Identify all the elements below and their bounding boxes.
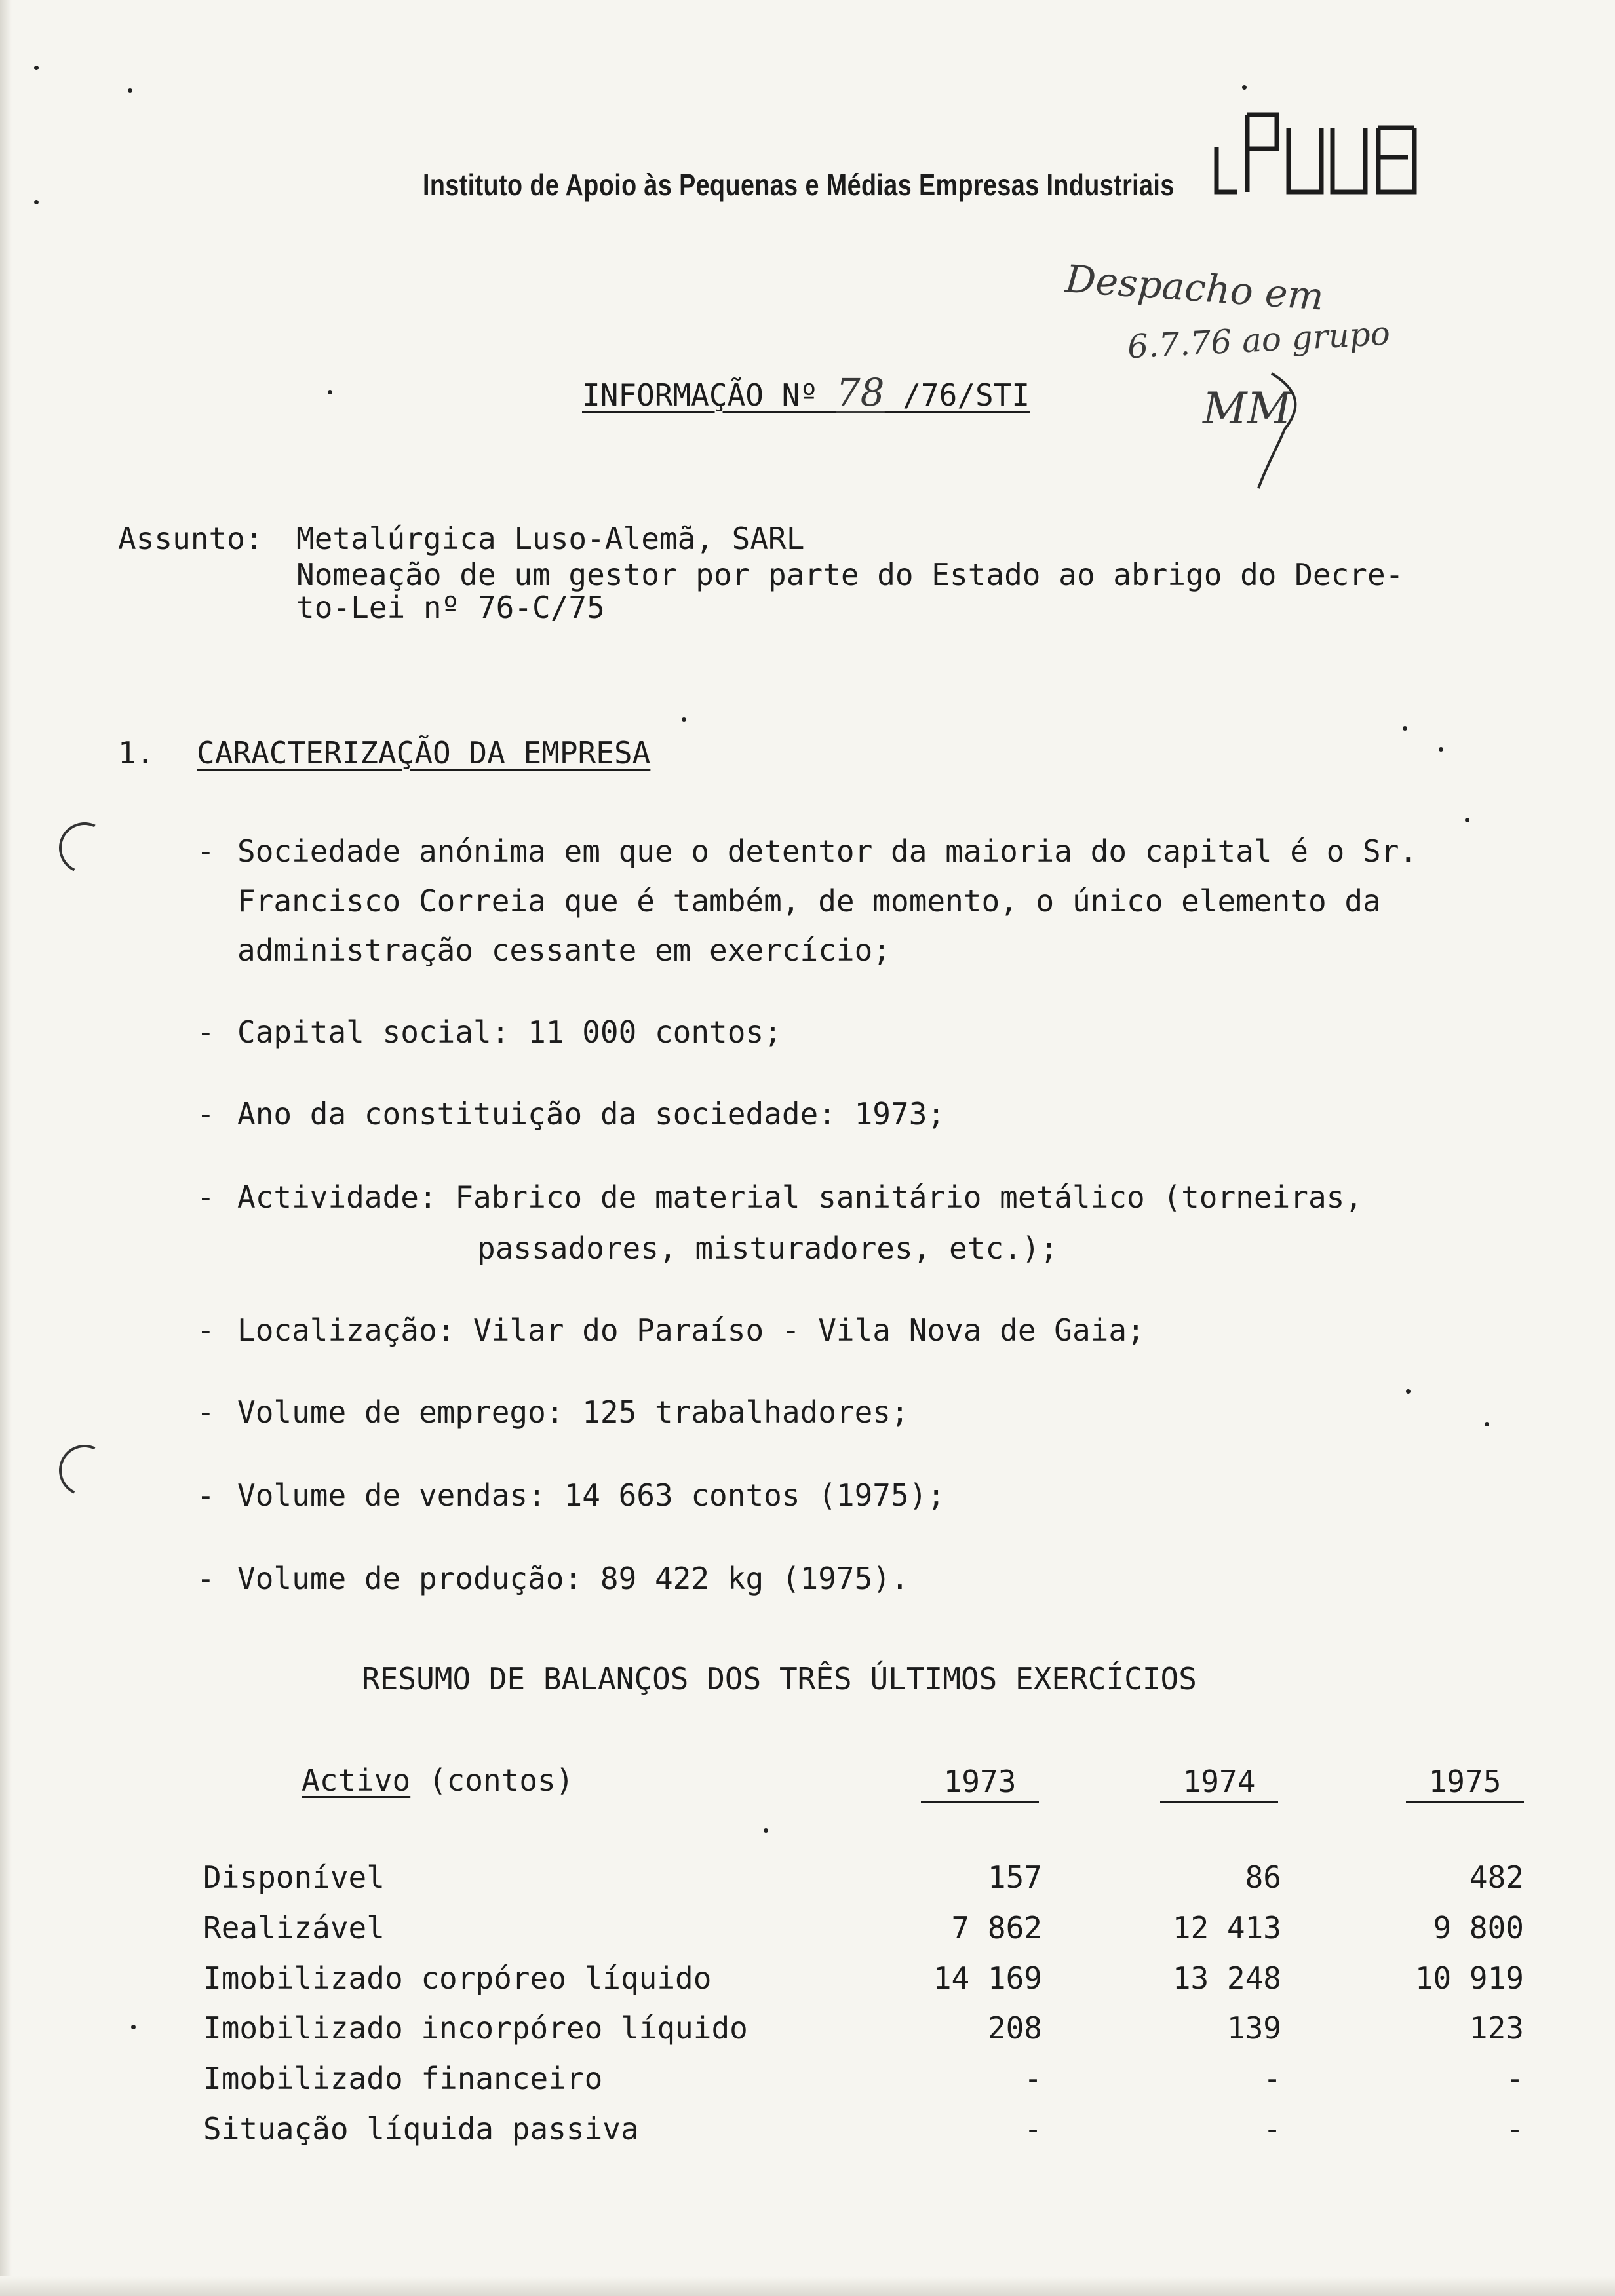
table-cell: 482 — [1469, 1860, 1524, 1895]
handwritten-dispatch-line2: 6.7.76 ao grupo — [1126, 314, 1391, 366]
item-capital: Capital social: 11 000 contos; — [237, 1014, 782, 1050]
contos-label: (contos) — [410, 1763, 574, 1798]
binder-hole-mark — [52, 1438, 117, 1503]
table-cell: - — [1506, 2111, 1524, 2147]
activo-label: Activo — [302, 1763, 411, 1798]
table-row-label: Disponível — [203, 1860, 385, 1895]
item-employment: Volume de emprego: 125 trabalhadores; — [237, 1394, 909, 1430]
item-ownership-line1: Sociedade anónima em que o detentor da maioria do capital é o Sr. — [237, 833, 1418, 869]
table-row-label: Imobilizado incorpóreo líquido — [203, 2010, 748, 2046]
item-production: Volume de produção: 89 422 kg (1975). — [237, 1561, 909, 1596]
table-row-label: Situação líquida passiva — [203, 2111, 639, 2147]
table-cell: 208 — [987, 2010, 1042, 2046]
handwritten-dispatch-line1: Despacho em — [1064, 256, 1325, 319]
item-activity-line2: passadores, misturadores, etc.); — [477, 1231, 1059, 1266]
table-cell: 157 — [987, 1860, 1042, 1895]
subject-line3: to-Lei nº 76-C/75 — [296, 590, 605, 625]
table-cell: 14 169 — [933, 1961, 1042, 1996]
year-header-1973: 1973 — [921, 1764, 1039, 1803]
year-header-1975: 1975 — [1406, 1764, 1524, 1803]
speck — [1465, 818, 1469, 822]
table-cell: - — [1506, 2061, 1524, 2096]
table-row-label: Realizável — [203, 1910, 385, 1945]
section-number: 1. — [118, 735, 155, 771]
institution-name: Instituto de Apoio às Pequenas e Médias Empresas Industriais — [423, 168, 1175, 202]
year-header-1974: 1974 — [1160, 1764, 1278, 1803]
paper-edge-bottom — [0, 2276, 1615, 2296]
table-cell: - — [1263, 2111, 1281, 2147]
item-activity-line1: Actividade: Fabrico de material sanitário metálico (torneiras, — [237, 1179, 1363, 1215]
paper-edge-left — [0, 0, 12, 2296]
iapmei-logo — [1211, 108, 1454, 200]
table-cell: 12 413 — [1172, 1910, 1281, 1945]
table-cell: - — [1024, 2111, 1042, 2147]
subject-line1: Metalúrgica Luso-Alemã, SARL — [296, 521, 805, 556]
table-cell: 10 919 — [1414, 1961, 1524, 1996]
table-column-label — [302, 1763, 574, 1798]
handwritten-initials: MM — [1203, 383, 1292, 434]
binder-hole-mark — [52, 815, 117, 881]
table-cell: 86 — [1245, 1860, 1281, 1895]
table-title: RESUMO DE BALANÇOS DOS TRÊS ÚLTIMOS EXERCÍCIOS — [362, 1661, 1197, 1696]
bullet-dash: - — [197, 1014, 215, 1050]
bullet-dash: - — [197, 833, 215, 869]
table-row-label: Imobilizado financeiro — [203, 2061, 603, 2096]
speck — [1242, 85, 1247, 90]
item-ownership-line2: Francisco Correia que é também, de momento, o único elemento da — [237, 883, 1381, 919]
subject-line2: Nomeação de um gestor por parte do Estado ao abrigo do Decre- — [296, 557, 1404, 592]
item-sales: Volume de vendas: 14 663 contos (1975); — [237, 1478, 946, 1513]
bullet-dash: - — [197, 1394, 215, 1430]
table-cell: - — [1263, 2061, 1281, 2096]
speck — [1406, 1389, 1411, 1394]
table-cell: 9 800 — [1433, 1910, 1524, 1945]
logo-text: IAPMEI — [1211, 108, 1214, 109]
table-cell: 7 862 — [951, 1910, 1042, 1945]
bullet-dash: - — [197, 1561, 215, 1596]
info-number: 78 — [836, 370, 885, 415]
handwritten-signature-stroke — [1232, 367, 1311, 498]
bullet-dash: - — [197, 1096, 215, 1132]
speck — [128, 88, 132, 93]
speck — [131, 2025, 136, 2029]
table-row-label: Imobilizado corpóreo líquido — [203, 1961, 712, 1996]
info-heading — [582, 370, 1030, 415]
table-cell: 13 248 — [1172, 1961, 1281, 1996]
info-suffix: /76/STI — [884, 377, 1030, 413]
speck — [764, 1828, 768, 1833]
table-cell: - — [1024, 2061, 1042, 2096]
speck — [34, 200, 39, 204]
speck — [1485, 1422, 1489, 1426]
info-prefix: INFORMAÇÃO Nº — [582, 377, 836, 413]
item-location: Localização: Vilar do Paraíso - Vila Nova de Gaia; — [237, 1312, 1145, 1348]
speck — [1439, 747, 1443, 752]
bullet-dash: - — [197, 1179, 215, 1215]
bullet-dash: - — [197, 1312, 215, 1348]
section-title: CARACTERIZAÇÃO DA EMPRESA — [197, 735, 651, 771]
bullet-dash: - — [197, 1478, 215, 1513]
speck — [328, 390, 332, 394]
speck — [682, 718, 686, 722]
speck — [1403, 726, 1407, 731]
table-cell: 123 — [1469, 2010, 1524, 2046]
speck — [34, 66, 39, 70]
subject-label: Assunto: — [118, 521, 263, 556]
table-cell: 139 — [1226, 2010, 1281, 2046]
item-ownership-line3: administração cessante em exercício; — [237, 932, 891, 968]
item-founding-year: Ano da constituição da sociedade: 1973; — [237, 1096, 946, 1132]
